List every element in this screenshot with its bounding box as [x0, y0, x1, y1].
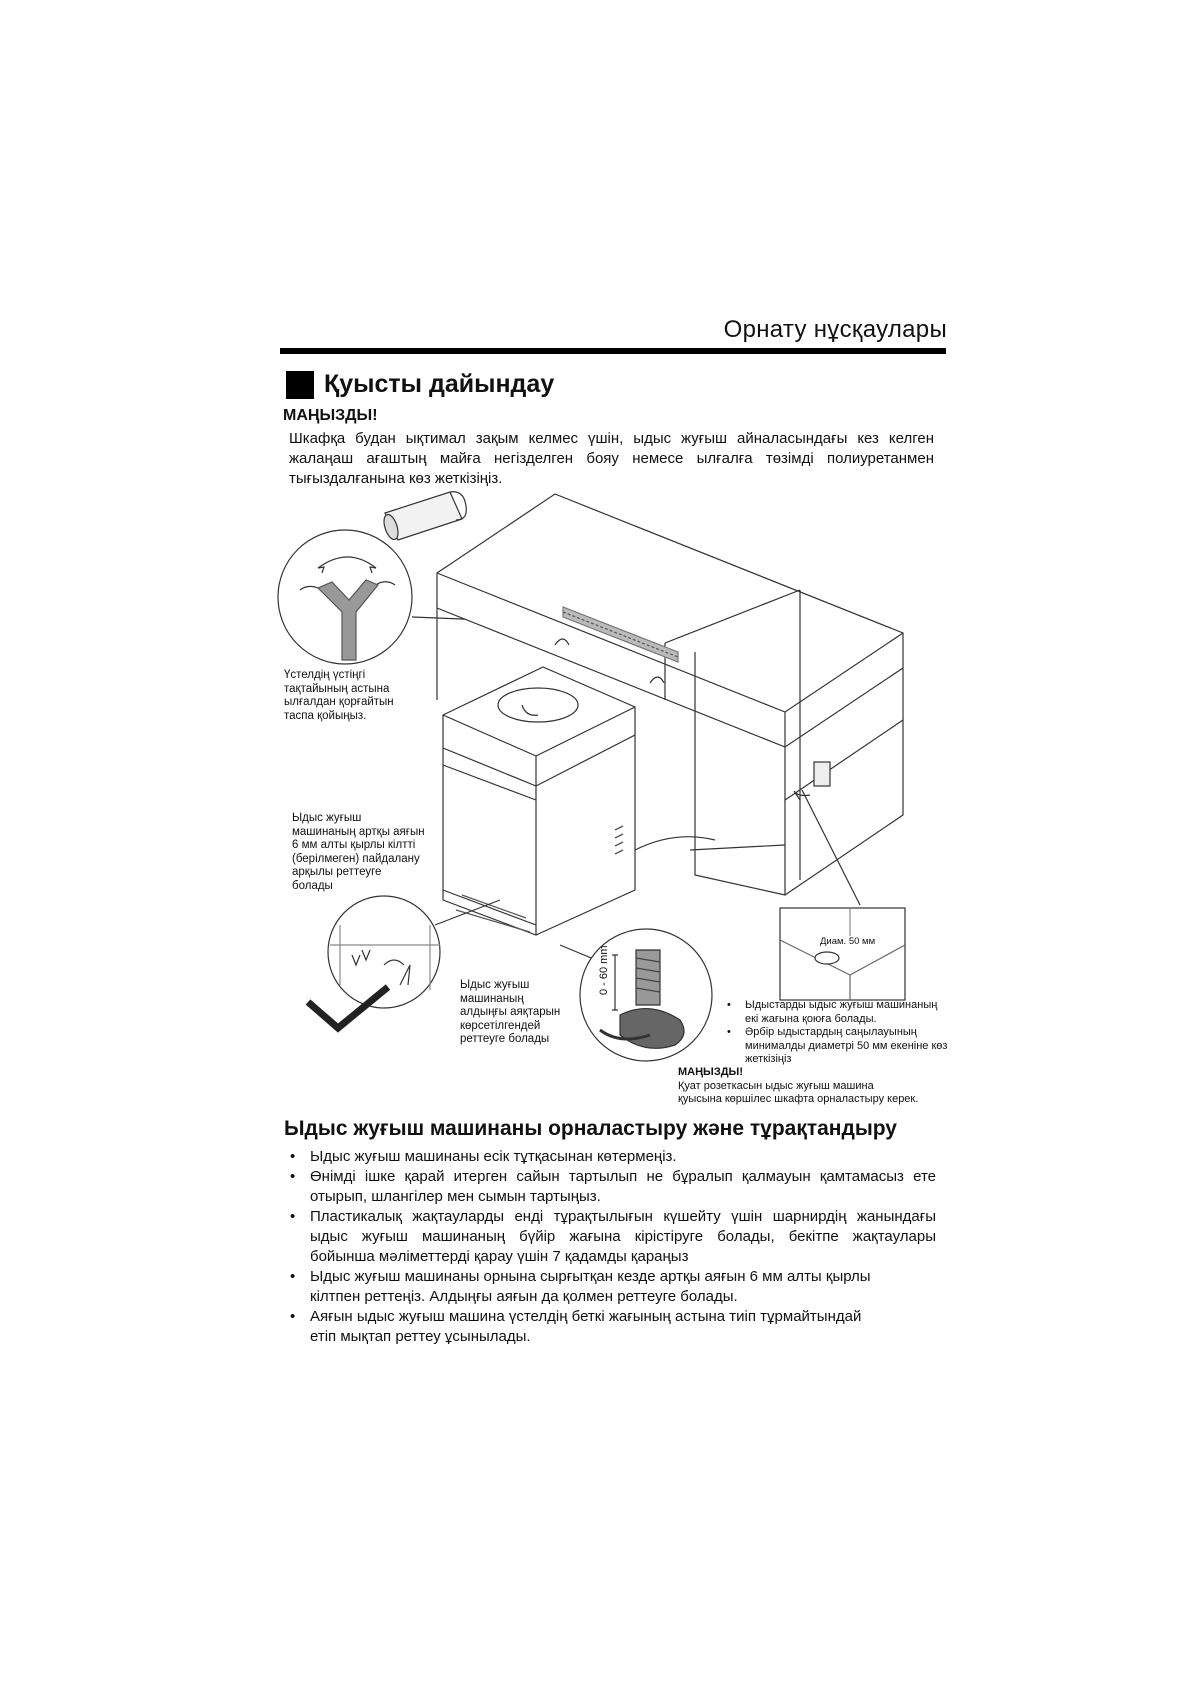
caption-line: (берілмеген) пайдалану: [292, 852, 420, 865]
bullet-item: [725, 1026, 965, 1067]
list-item: [288, 1147, 936, 1167]
hole-detail-box: [780, 908, 905, 1000]
list-item: [288, 1307, 936, 1347]
tape-roll-icon: [381, 492, 466, 541]
dishwasher-drawing: [443, 667, 715, 970]
caption-line: реттеуге болады: [460, 1033, 550, 1045]
caption-line: болады: [292, 879, 333, 892]
list-line: отырып, шлангілер мен сымын тартыңыз.: [310, 1188, 601, 1205]
caption-line: ылғалдан қорғайтын: [284, 696, 394, 708]
caption-line: машинаның: [460, 992, 524, 1005]
section2-title: Ыдыс жуғыш машинаны орналастыру және тұрақтандыру: [284, 1117, 897, 1140]
list-line: • Пластикалық жақтауларды енді тұрақтылығын күшейту үшін шарнирдің жанындағы: [310, 1208, 936, 1225]
caption-line: Үстелдің үстіңгі: [284, 669, 366, 681]
hole-bullets: [725, 999, 965, 1067]
tape-caption: [284, 669, 434, 723]
bullet-line: • Әрбір ыдыстардың саңылауының: [745, 1026, 917, 1038]
list-line: • Өнімді ішке қарай итерген сайын тартылып не бұралып қалмауын қамтамасыз ете: [310, 1168, 936, 1185]
caption-line: арқылы реттеуге: [292, 866, 382, 878]
list-item: [288, 1267, 936, 1307]
section-title: Қуысты дайындау: [324, 370, 555, 398]
important-label: МАҢЫЗДЫ!: [283, 407, 378, 424]
list-line: ыдыс жуғыш машинаның бүйір жағына кірістіруге болады, бекітпе жақтаулары: [310, 1228, 936, 1245]
intro-line: жалаңаш ағаштың майға негізделген бояу немесе ылғалға төзімді полиуретанмен: [289, 450, 934, 467]
page-header-title: Орнату нұсқаулары: [723, 316, 947, 343]
list-line: • Ыдыс жуғыш машинаны есік тұтқасынан көтермеңіз.: [310, 1148, 677, 1165]
intro-line: тығыздалғанына көз жеткізіңіз.: [289, 470, 503, 487]
note-line: Қуат розеткасын ыдыс жуғыш машина: [678, 1079, 874, 1092]
bullet-line: минималды диаметрі 50 мм екеніне көз: [745, 1039, 948, 1052]
list-item: [288, 1167, 936, 1207]
bullet-line: екі жағына қоюға болады.: [745, 1012, 877, 1025]
socket-important-note: [678, 1066, 958, 1107]
note-line: қуысына көршілес шкафта орналастыру керек.: [678, 1093, 919, 1105]
list-item: [288, 1207, 936, 1267]
rear-foot-caption: [292, 812, 442, 893]
list-line: кілтпен реттеңіз. Алдыңғы аяғын да қолмен реттеуге болады.: [310, 1288, 738, 1305]
caption-line: Ыдыс жуғыш: [460, 979, 530, 991]
list-line: етіп мықтап реттеу ұсынылады.: [310, 1328, 531, 1345]
caption-line: машинаның артқы аяғын: [292, 825, 425, 838]
list-line: бойынша мәліметтерді қарау үшін 7 қадамды қараңыз: [310, 1248, 689, 1265]
bullet-item: [725, 999, 965, 1026]
list-line: • Аяғын ыдыс жуғыш машина үстелдің беткі жағының астына тиіп тұрмайтындай: [310, 1308, 862, 1325]
caption-line: көрсетілгендей: [460, 1019, 541, 1032]
caption-line: таспа қойыңыз.: [284, 709, 367, 722]
caption-line: 6 мм алты қырлы кілтті: [292, 839, 416, 851]
bullet-line: • Ыдыстарды ыдыс жуғыш машинаның: [745, 999, 938, 1011]
caption-line: тақтайының астына: [284, 682, 390, 695]
bullet-line: жеткізіңіз: [745, 1053, 792, 1065]
diameter-label: Диам. 50 мм: [820, 936, 876, 947]
list-line: • Ыдыс жуғыш машинаны орнына сырғытқан кезде артқы аяғын 6 мм алты қырлы: [310, 1268, 871, 1285]
section2-list: [288, 1147, 936, 1347]
range-label: 0 - 60 mm: [598, 945, 610, 995]
front-foot-caption: [460, 979, 590, 1047]
caption-line: алдыңғы аяқтарын: [460, 1006, 561, 1018]
important-label: МАҢЫЗДЫ!: [678, 1066, 743, 1078]
intro-line: Шкафқа будан ықтимал зақым келмес үшін, ыдыс жуғыш айналасындағы кез келген: [289, 430, 934, 447]
caption-line: Ыдыс жуғыш: [292, 812, 362, 824]
